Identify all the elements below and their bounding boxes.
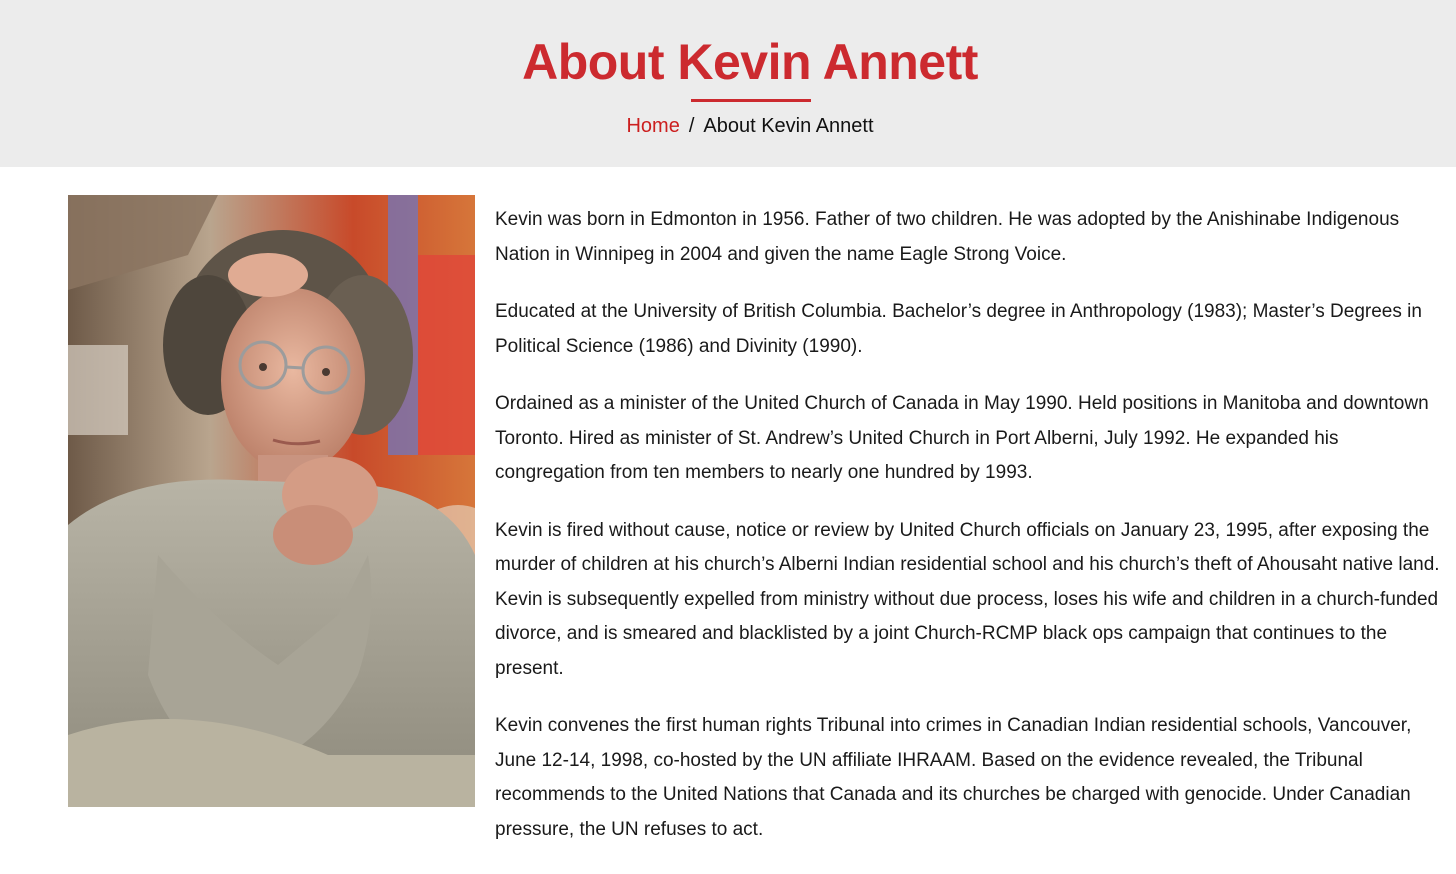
bio-content [495,203,1440,870]
bio-paragraph: Kevin was born in Edmonton in 1956. Father of two children. He was adopted by the Anishinabe Indigenous Nation in Winnipeg in 2004 and given the name Eagle Strong Voice. [495,209,1400,265]
bio-paragraph: Ordained as a minister of the United Church of Canada in May 1990. Held positions in Manitoba and downtown Toronto. Hired as minister of St. Andrew’s United Church in Port Alberni, July 1992. He expanded his congregation from ten members to nearly one hundred by 1993. [495,393,1429,483]
breadcrumb [0,113,1456,139]
bio-paragraph: Kevin is fired without cause, notice or review by United Church officials on January 23, 1995, after exposing the murder of children at his church’s Alberni Indian residential school and his church’s theft of Ahousaht native land. Kevin is subsequently expelled from ministry without due process, loses his wife and children in a church-funded divorce, and is smeared and blacklisted by a joint Church-RCMP black ops campaign that continues to the present. [495,519,1440,679]
bio-paragraph: Educated at the University of British Columbia. Bachelor’s degree in Anthropology (1983); Master’s Degrees in Political Science (1986) and Divinity (1990). [495,301,1422,357]
title-underline [691,99,811,102]
page-header [0,0,1456,167]
breadcrumb-current: About Kevin Annett [703,115,874,137]
portrait-photo [68,195,475,807]
bio-paragraph: Kevin convenes the first human rights Tribunal into crimes in Canadian Indian residential schools, Vancouver, June 12-14, 1998, co-hosted by the UN affiliate IHRAAM. Based on the evidence revealed, the Tribunal recommends to the United Nations that Canada and its churches be charged with genocide. Under Canadian pressure, the UN refuses to act. [495,715,1412,840]
breadcrumb-home-link[interactable]: Home [626,115,680,137]
breadcrumb-separator: / [688,115,695,137]
page-title: About Kevin Annett [522,34,978,90]
